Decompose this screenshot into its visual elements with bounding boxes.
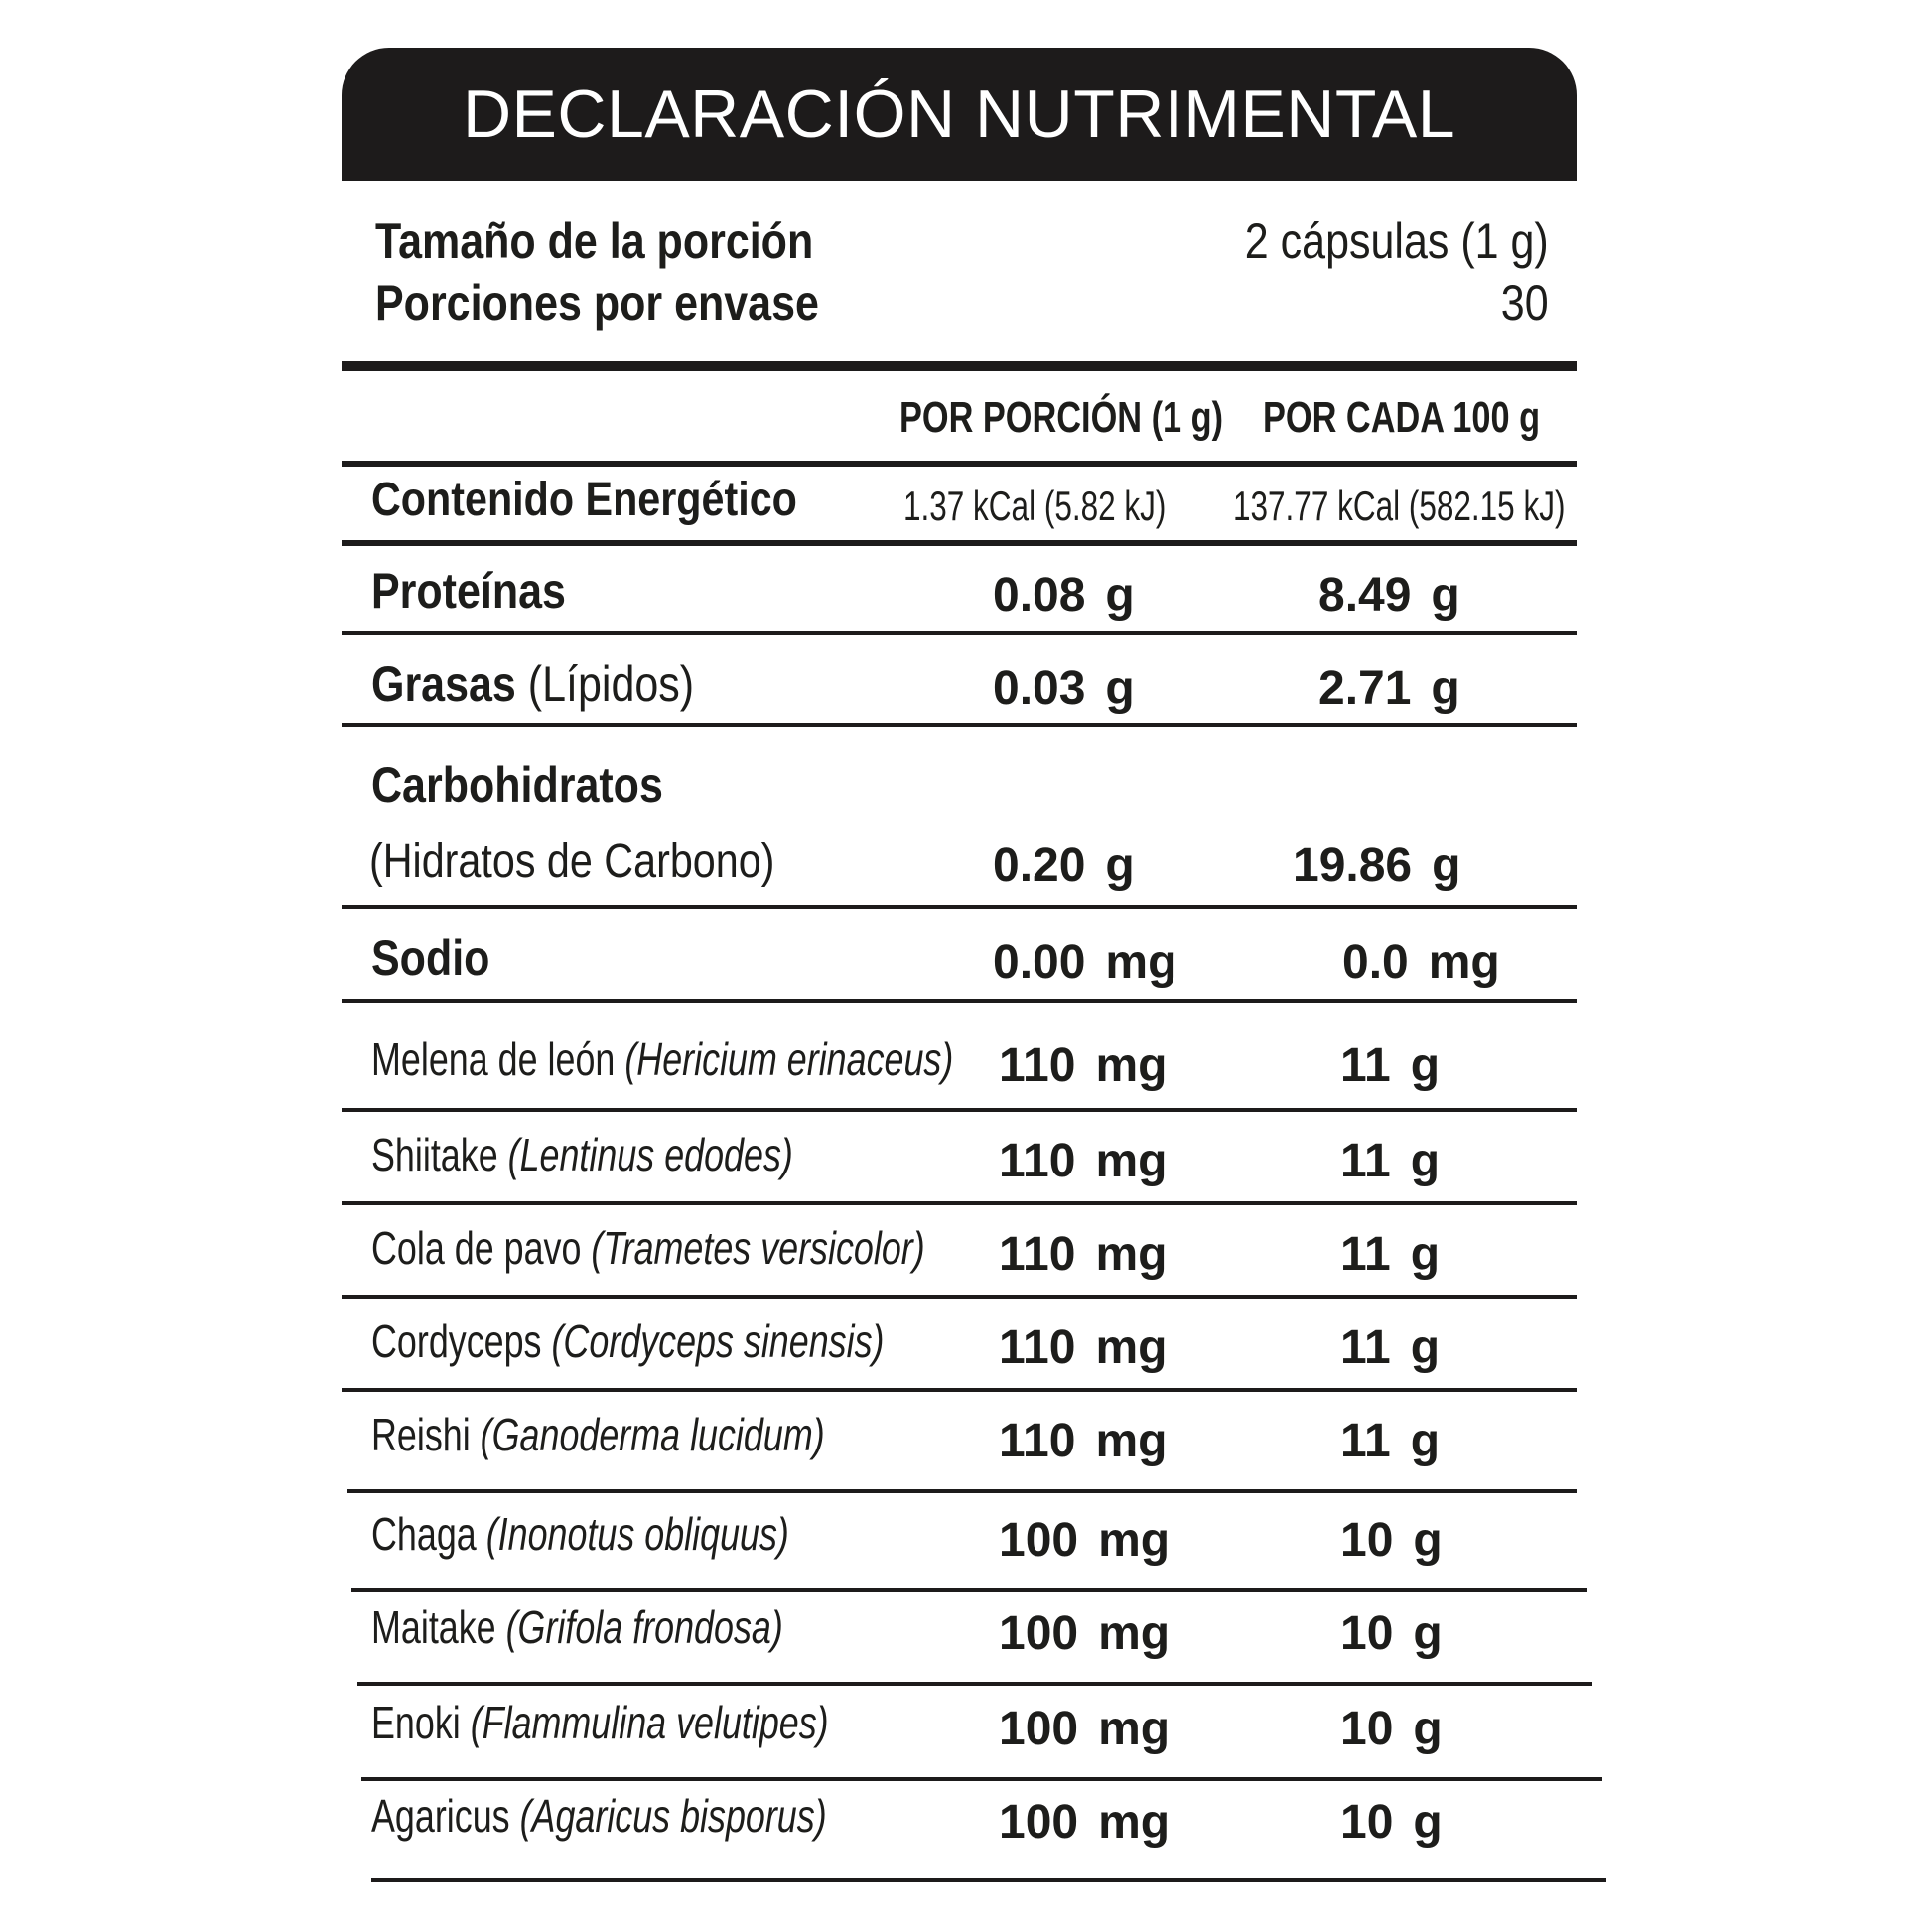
value-number: 110 (999, 1135, 1076, 1187)
value-number: 0.00 (993, 936, 1086, 989)
value-per-100g (1340, 1606, 1443, 1661)
divider (342, 540, 1577, 546)
divider (342, 723, 1577, 727)
value-unit: g (1410, 1415, 1441, 1467)
nutrient-name: Proteínas (371, 563, 566, 619)
value-number: 10 (1340, 1514, 1394, 1567)
ingredient-label (371, 1507, 789, 1561)
label-space (498, 1129, 508, 1180)
nutrient-label (371, 562, 566, 620)
ingredient-scientific-name: (Inonotus obliquus) (485, 1508, 789, 1560)
column-header-per-serving: POR PORCIÓN (1 g) (899, 393, 1224, 442)
value-number: 10 (1340, 1703, 1394, 1755)
value-unit: mg (1105, 936, 1177, 989)
ingredient-label (371, 1221, 925, 1275)
value-number: 110 (999, 1228, 1076, 1281)
value-number: 0.08 (993, 569, 1086, 621)
serving-size-label: Tamaño de la porción (375, 213, 814, 269)
value-unit: g (1105, 569, 1135, 621)
ingredient-scientific-name: (Hericium erinaceus) (624, 1034, 954, 1085)
ingredient-name: Cordyceps (371, 1315, 542, 1367)
divider (351, 1588, 1587, 1592)
ingredient-label (371, 1314, 884, 1368)
value-per-serving (993, 838, 1135, 893)
value-unit: g (1413, 1796, 1443, 1849)
value-unit: g (1413, 1703, 1443, 1755)
ingredient-label (371, 1600, 783, 1654)
ingredient-scientific-name: (Grifola frondosa) (505, 1601, 783, 1653)
value-unit: g (1105, 662, 1135, 715)
value-unit: g (1105, 839, 1135, 892)
value-unit: g (1410, 1135, 1441, 1187)
column-header-per-100g: POR CADA 100 g (1263, 393, 1541, 442)
nutrient-sublabel: (Hidratos de Carbono) (369, 835, 775, 888)
value-number: 10 (1340, 1607, 1394, 1660)
ingredient-scientific-name: (Flammulina velutipes) (470, 1697, 829, 1748)
value-unit: g (1431, 662, 1460, 715)
value-per-100g (1340, 1414, 1440, 1468)
value-number: 11 (1340, 1039, 1391, 1092)
value-unit: mg (1098, 1607, 1171, 1660)
thick-divider (342, 361, 1577, 371)
value-number: 100 (999, 1796, 1079, 1849)
value-unit: mg (1428, 936, 1500, 989)
value-per-100g (1342, 935, 1500, 990)
value-number: 19.86 (1293, 839, 1413, 892)
value-per-serving (999, 1795, 1170, 1850)
value-number: 11 (1340, 1135, 1391, 1187)
divider (347, 1489, 1577, 1493)
value-per-100g (1340, 1702, 1443, 1756)
value-unit: mg (1098, 1796, 1171, 1849)
value-per-serving (999, 1702, 1170, 1756)
ingredient-scientific-name: (Lentinus edodes) (507, 1129, 793, 1180)
label-space (615, 1034, 624, 1085)
ingredient-label (371, 1033, 953, 1086)
value-per-100g (1318, 568, 1460, 622)
value-number: 0.0 (1342, 936, 1409, 989)
value-per-100g (1293, 838, 1460, 893)
divider (342, 461, 1577, 467)
serving-size-value: 2 cápsulas (1 g) (1245, 213, 1549, 269)
ingredient-label (371, 1789, 827, 1843)
ingredient-name: Chaga (371, 1508, 477, 1560)
value-per-serving (999, 1606, 1170, 1661)
ingredient-name: Cola de pavo (371, 1222, 582, 1274)
value-per-serving (999, 1513, 1170, 1568)
value-per-100g (1318, 661, 1460, 716)
nutrient-label (371, 929, 489, 987)
label-space (477, 1508, 486, 1560)
ingredient-name: Maitake (371, 1601, 496, 1653)
title-bar (342, 48, 1577, 181)
value-per-100g (1340, 1134, 1440, 1188)
ingredient-label (371, 1696, 829, 1749)
ingredient-name: Agaricus (371, 1790, 510, 1842)
divider (357, 1682, 1592, 1686)
value-unit: g (1413, 1514, 1443, 1567)
ingredient-scientific-name: (Cordyceps sinensis) (551, 1315, 885, 1367)
value-per-100g (1340, 1795, 1443, 1850)
ingredient-scientific-name: (Ganoderma lucidum) (480, 1409, 825, 1460)
label-space (542, 1315, 552, 1367)
ingredient-scientific-name: (Agaricus bisporus) (519, 1790, 827, 1842)
value-unit: g (1410, 1039, 1441, 1092)
value-unit: mg (1098, 1703, 1171, 1755)
value-per-serving (993, 568, 1135, 622)
ingredient-name: Shiitake (371, 1129, 498, 1180)
value-per-100g (1340, 1513, 1443, 1568)
nutrient-label: Carbohidratos (371, 758, 663, 813)
nutrient-qualifier: (Lípidos) (515, 656, 695, 712)
value-per-100g (1340, 1320, 1440, 1375)
divider (361, 1777, 1602, 1781)
value-unit: mg (1095, 1228, 1168, 1281)
value-number: 8.49 (1318, 569, 1412, 621)
value-number: 11 (1340, 1321, 1391, 1374)
divider (371, 1878, 1606, 1882)
ingredient-name: Melena de león (371, 1034, 616, 1085)
nutrient-name: Grasas (371, 656, 516, 712)
value-number: 110 (999, 1039, 1076, 1092)
ingredient-label (371, 1128, 793, 1181)
value-unit: mg (1095, 1039, 1168, 1092)
nutrient-label (371, 655, 694, 713)
value-number: 10 (1340, 1796, 1394, 1849)
value-number: 110 (999, 1415, 1076, 1467)
value-per-serving (993, 935, 1176, 990)
value-per-serving (999, 1227, 1167, 1282)
value-unit: g (1413, 1607, 1443, 1660)
energy-per-100g: 137.77 kCal (582.15 kJ) (1233, 483, 1566, 529)
value-number: 11 (1340, 1228, 1391, 1281)
value-per-serving (999, 1134, 1167, 1188)
value-number: 100 (999, 1703, 1079, 1755)
value-unit: mg (1095, 1415, 1168, 1467)
label-space (461, 1697, 471, 1748)
value-per-serving (999, 1414, 1167, 1468)
value-per-serving (999, 1320, 1167, 1375)
page-title: DECLARACIÓN NUTRIMENTAL (462, 76, 1456, 152)
value-unit: mg (1095, 1135, 1168, 1187)
value-unit: g (1410, 1228, 1441, 1281)
label-space (496, 1601, 506, 1653)
value-per-serving (999, 1038, 1167, 1093)
energy-label: Contenido Energético (371, 474, 797, 526)
divider (342, 1295, 1577, 1299)
divider (342, 1388, 1577, 1392)
divider (342, 905, 1577, 909)
value-number: 100 (999, 1607, 1079, 1660)
label-space (581, 1222, 591, 1274)
value-number: 0.20 (993, 839, 1086, 892)
value-per-100g (1340, 1038, 1440, 1093)
servings-per-container-label: Porciones por envase (375, 275, 819, 331)
value-unit: mg (1098, 1514, 1171, 1567)
value-number: 2.71 (1318, 662, 1412, 715)
divider (342, 1108, 1577, 1112)
ingredient-name: Enoki (371, 1697, 461, 1748)
divider (342, 1201, 1577, 1205)
value-per-100g (1340, 1227, 1440, 1282)
divider (342, 999, 1577, 1003)
label-space (510, 1790, 520, 1842)
value-per-serving (993, 661, 1135, 716)
value-number: 11 (1340, 1415, 1391, 1467)
energy-per-serving: 1.37 kCal (5.82 kJ) (903, 483, 1167, 529)
value-unit: mg (1095, 1321, 1168, 1374)
value-unit: g (1410, 1321, 1441, 1374)
divider (342, 631, 1577, 635)
ingredient-name: Reishi (371, 1409, 471, 1460)
value-number: 110 (999, 1321, 1076, 1374)
value-unit: g (1431, 569, 1460, 621)
value-number: 0.03 (993, 662, 1086, 715)
ingredient-scientific-name: (Trametes versicolor) (591, 1222, 925, 1274)
value-unit: g (1432, 839, 1461, 892)
ingredient-label (371, 1408, 825, 1461)
value-number: 100 (999, 1514, 1079, 1567)
servings-per-container-value: 30 (1501, 275, 1549, 331)
nutrient-name: Sodio (371, 930, 490, 986)
label-space (471, 1409, 481, 1460)
